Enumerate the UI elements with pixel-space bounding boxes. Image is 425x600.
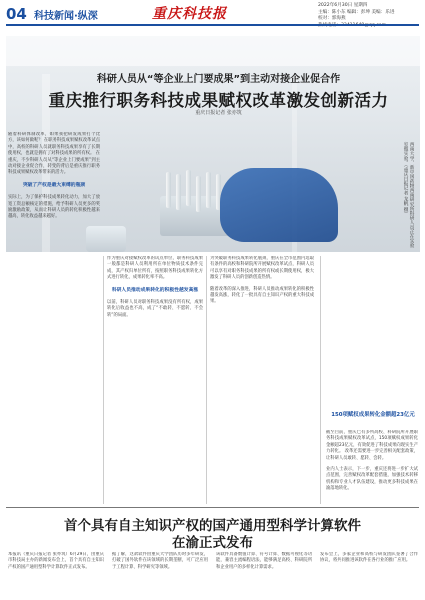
lead-subhead-1: 突破了产权是最大束缚的瓶颈 xyxy=(22,182,86,188)
story-divider xyxy=(6,507,419,508)
photo-tube xyxy=(196,176,201,212)
photo-tube xyxy=(166,172,171,208)
column-divider xyxy=(320,256,321,504)
lead-column-3 xyxy=(210,256,314,504)
photo-gloved-hands xyxy=(220,168,338,242)
second-headline-line1: 首个具有自主知识产权的国产通用型科学计算软件 xyxy=(64,518,361,534)
photo-tube xyxy=(176,174,181,210)
column-divider xyxy=(103,256,104,504)
lead-column-4 xyxy=(326,430,418,504)
photo-highlight xyxy=(6,36,420,66)
second-column-1: 本报讯（重庆日报记者 张亦筑）6月29日，由重庆市科技局主办的新闻发布会上，首个具有自主知识产权的国产通用型科学计算软件正式发布。 xyxy=(8,552,104,570)
lead-subhead-2: 科研人员推动成果转化的积极性越发高涨 xyxy=(111,287,199,293)
second-column-2: 据了解，这款软件由重庆大学团队历时多年研发，打破了国外软件在该领域的长期垄断，可广泛应用于工程计算、科学研究等领域。 xyxy=(112,552,208,570)
section-title: 科技新闻·纵深 xyxy=(34,11,98,22)
lead-paragraph: 为突破职务科技成果转化瓶颈，重庆在全市范围内选取有条件的高校和科研院所开展赋权改革试点，科研人员可以享有对职务科技成果的所有权或长期使用权，极大激发了科研人员的创新创造热情。 xyxy=(210,256,314,281)
lead-byline: 重庆日报记者 张亦筑 xyxy=(195,110,242,116)
photo-caption: 西南大学，新中国药物西南研究所科研人员正在实验室做实验。（重庆日报记者 龙帆 摄） xyxy=(403,142,414,248)
photo-tube xyxy=(186,170,191,206)
lead-paragraph: 作为重庆对接赋权改革的试点单位，职务科技成果一般都是科研人员利用所在单位物质技术条件完成，其产权归单位所有，按照职务科技成果转化方式进行转化，成果转化率不高。 xyxy=(107,256,203,281)
info-editors: 主编：陈小东 编辑：彭坤 美编：乐进 xyxy=(318,9,395,15)
pull-quote: 150项赋权成果转化金额超23亿元 xyxy=(331,412,415,418)
lead-column-2 xyxy=(107,256,203,504)
info-proof: 校对：郭海燕 xyxy=(318,16,346,21)
second-column-4: 发布会上，多家企业和高校与研发团队签署了合作协议，将共同推进该软件在各行业的推广应用。 xyxy=(320,552,418,564)
lead-paragraph: 以前，科研人员对职务科技成果没有所有权，成果转化后收益也不高，成了“不敢转、不愿转、不会转”的局面。 xyxy=(107,300,203,318)
masthead-logo: 重庆科技报 xyxy=(152,6,227,22)
lead-paragraph: 业内人士表示，下一步，重庆还将进一步扩大试点范围，完善赋权改革配套措施，加强技术转移机构和专业人才队伍建设，推动更多科技成果在渝落地转化。 xyxy=(326,467,418,492)
lead-paragraph: 实际上，为了保护科技成果转化动力，加大了放宽工资总额核定的措施，给予科研人员更多的奖励激励政策，从而让科研人员的转化积极性越来越高，转化收益越来越好。 xyxy=(8,195,100,220)
lead-column-1 xyxy=(8,132,100,507)
info-date: 2022年6月30日 星期四 xyxy=(318,3,368,8)
lead-paragraph: 随着改革的深入推进，科研人员推动成果转化的积极性越发高涨，转化了一批具有自主知识产权的重大科技成果。 xyxy=(210,286,314,305)
lead-kicker: 科研人员从“等企业上门要成果”到主动对接企业促合作 xyxy=(96,74,341,85)
header-rule xyxy=(6,24,419,26)
second-headline-line2: 在渝正式发布 xyxy=(172,535,253,551)
photo-tube xyxy=(206,172,211,208)
second-column-3: 该软件具备数值计算、符号计算、数据可视化等功能，兼容主流编程语法，能够满足高校、科研院所和企业用户的多样化计算需求。 xyxy=(216,552,312,570)
lead-paragraph: 随着科研体制改革，如果我把研发成果打个比方，该如何做呢？ 在职务科技成果赋权改革试点中，高校的科研人员就职务科技成果享有了长期使用权，也就是拥有了对科技成果的所有权。 在重庆，不少科研人员从“等企业上门要成果”到主动对接企业促合作，转变的背后是重庆推行职务科技成果赋权改革带来的活力。 xyxy=(8,132,100,176)
lead-headline: 重庆推行职务科技成果赋权改革激发创新活力 xyxy=(48,91,389,110)
column-divider xyxy=(206,256,207,504)
lead-paragraph: 截至目前，重庆已有多所高校、科研院所开展职务科技成果赋权改革试点，150项赋权成果转化金额超23亿元，有效促进了科技成果向现实生产力转化。 改革还需要进一步完善相关配套政策，让科研人员敢转、愿转、会转。 xyxy=(326,430,418,461)
page-number: 04 xyxy=(6,5,27,23)
